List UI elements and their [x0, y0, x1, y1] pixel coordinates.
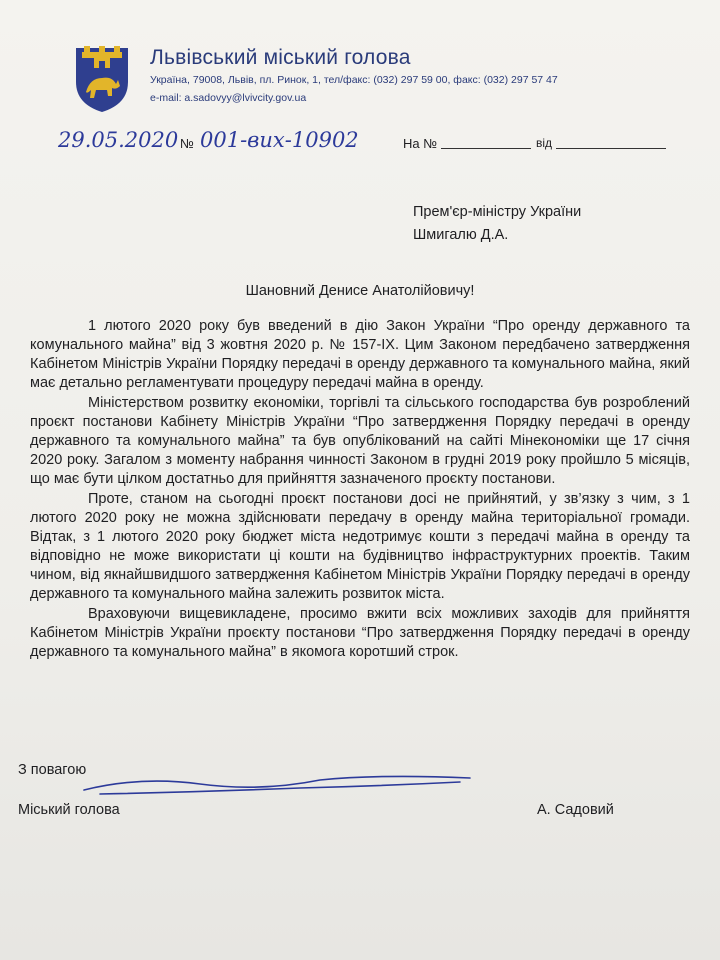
body-paragraph: Враховуючи вищевикладене, просимо вжити всіх можливих заходів для прийняття Кабінетом Міністрів України проєкту постанови “Про затвердження Порядку передачі в оренду державного та комунального майна” в якомога коротший строк.	[30, 606, 690, 660]
addressee-position: Прем'єр-міністру України	[413, 204, 582, 220]
no-label: №	[180, 136, 194, 151]
reply-number-label: На №	[403, 136, 438, 151]
letterhead-email: e-mail: a.sadovyy@lvivcity.gov.ua	[150, 92, 307, 104]
handwritten-signature	[80, 768, 480, 802]
letterhead-org-name: Львівський міський голова	[150, 46, 411, 69]
addressee-name: Шмигалю Д.А.	[413, 227, 509, 243]
salutation: Шановний Денисе Анатолійовичу!	[245, 283, 475, 299]
body-paragraph: 1 лютого 2020 року був введений в дію Закон України “Про оренду державного та комунального майна” від 3 жовтня 2020 р. № 157-IX. Цим Законом передбачено затвердження Кабінетом Міністрів України Порядку передачі в оренду державного та комунального майна, який має детально регламентувати процедуру передачі майна в оренду.	[30, 318, 690, 391]
body-paragraph: Проте, станом на сьогодні проєкт постанови досі не прийнятий, у зв’язку з чим, з 1 лютого 2020 року не можна здійснювати передачу в оренду майна територіальної громади. Відтак, з 1 лютого 2020 року бюджет міста недотримує кошти з передачі майна в оренду та відповідно не може використати ці кошти на будівництво інфраструктурних проектів. Таким чином, від якнайшвидшого затвердження Кабінетом Міністрів України Порядку передачі в оренду державного та комунального майна залежить розвиток міста.	[30, 491, 690, 602]
body-paragraph: Міністерством розвитку економіки, торгівлі та сільського господарства був розроблений проєкт постанови Кабінету Міністрів України “Про затвердження Порядку передачі в оренду державного та комунального майна” та був опублікований на сайті Мінекономіки ще 17 січня 2020 року. Загалом з моменту набрання чинності Законом в грудні 2019 року пройшло 5 місяців, що має бути цілком достатньо для прийняття зазначеного проєкту постанови.	[30, 395, 690, 487]
closing-phrase: З повагою	[18, 762, 87, 778]
lviv-coat-of-arms-icon	[72, 42, 132, 114]
reply-date-line	[556, 148, 666, 149]
reply-number-line	[441, 148, 531, 149]
handwritten-date: 29.05.2020	[58, 128, 179, 152]
signatory-name: А. Садовий	[537, 802, 614, 818]
letter-body	[30, 317, 690, 662]
handwritten-outgoing-number: 001-вих-10902	[200, 128, 359, 152]
signatory-position: Міський голова	[18, 802, 120, 818]
reply-date-label: від	[536, 136, 553, 150]
letterhead-address: Україна, 79008, Львів, пл. Ринок, 1, тел/факс: (032) 297 59 00, факс: (032) 297 57 47	[150, 74, 558, 86]
